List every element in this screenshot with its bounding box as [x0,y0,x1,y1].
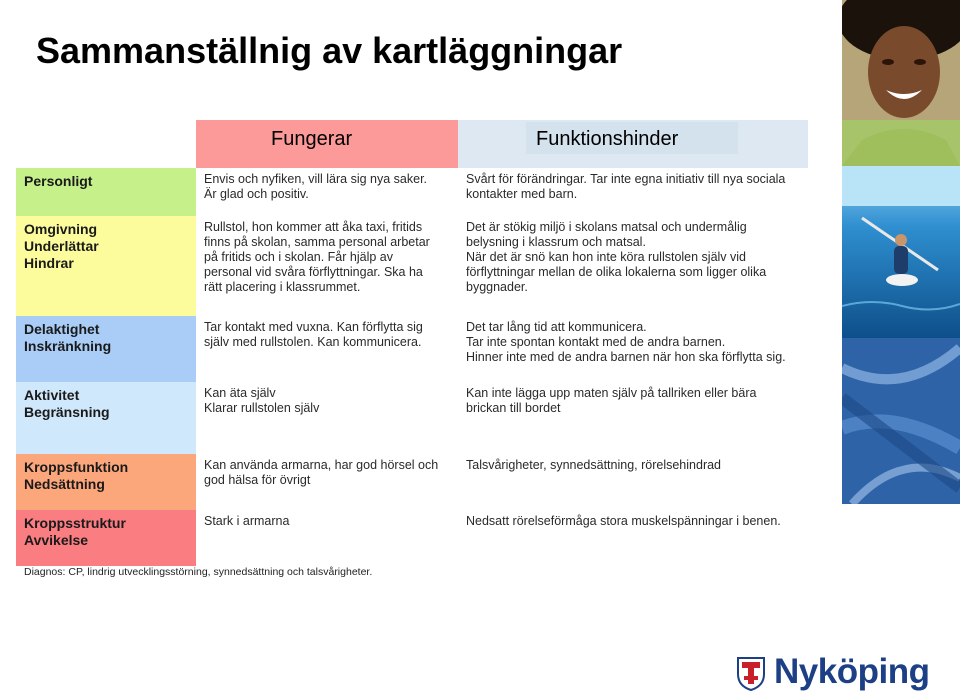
nykoping-logo [736,654,946,694]
table-row-aktivitet [16,382,808,454]
header-fungerar [196,120,458,168]
cell-hinder: Nedsatt rörelseförmåga stora muskelspänningar i benen. [466,514,781,528]
header-funktionshinder [458,120,808,168]
header-funktionshinder-label: Funktionshinder [536,128,679,150]
coat-of-arms-icon [736,656,766,692]
portrait-photo [842,0,960,166]
table-row-kroppsstruktur [16,510,808,566]
table-row-kroppsfunktion [16,454,808,510]
abstract-blue-photo [842,338,960,504]
cell-fungerar: Kan använda armarna, har god hörsel och god hälsa för övrigt [204,458,439,487]
row-label: Aktivitet Begränsning [16,382,196,454]
cell-hinder: Svårt för förändringar. Tar inte egna initiativ till nya sociala kontakter med barn. [466,172,786,201]
kayak-photo [842,166,960,338]
page-title: Sammanställnig av kartläggningar [36,30,623,71]
cell-fungerar: Kan äta själv Klarar rullstolen själv [204,386,320,415]
cell-hinder: Kan inte lägga upp maten själv på tallriken eller bära brickan till bordet [466,386,757,415]
logo-text: Nyköping [774,652,930,691]
row-label: Personligt [16,168,196,216]
cell-fungerar: Stark i armarna [204,514,290,528]
cell-fungerar: Tar kontakt med vuxna. Kan förflytta sig själv med rullstolen. Kan kommunicera. [204,320,423,349]
table-row-omgivning [16,216,808,316]
cell-fungerar: Envis och nyfiken, vill lära sig nya saker. Är glad och positiv. [204,172,428,201]
header-fungerar-label: Fungerar [271,128,353,150]
cell-hinder: Det är stökig miljö i skolans matsal och undermålig belysning i klassrum och matsal. När det är snö kan hon inte köra rullstolen själv vid förflyttningar mellan de olika lokalerna som ligger olika byggnader. [466,220,767,294]
cell-hinder: Talsvårigheter, synnedsättning, rörelsehindrad [466,458,722,472]
diagnosis-note: Diagnos: CP, lindrig utvecklingsstörning, synnedsättning och talsvårigheter. [24,566,373,578]
row-label: Omgivning Underlättar Hindrar [16,216,196,316]
cell-hinder: Det tar lång tid att kommunicera. Tar inte spontan kontakt med de andra barnen. Hinner inte med de andra barnen när hon ska förflytta sig. [466,320,786,364]
table-row-personligt [16,168,808,216]
cell-fungerar: Rullstol, hon kommer att åka taxi, fritids finns på skolan, samma personal arbetar på fritids och i skolan. Får hjälp av personal vid svåra förflyttningar. Ska ha rätt placering i klassrummet. [204,220,430,294]
row-label: Kroppsfunktion Nedsättning [16,454,196,510]
table-row-delaktighet [16,316,808,382]
row-label: Kroppsstruktur Avvikelse [16,510,196,566]
row-label: Delaktighet Inskränkning [16,316,196,382]
